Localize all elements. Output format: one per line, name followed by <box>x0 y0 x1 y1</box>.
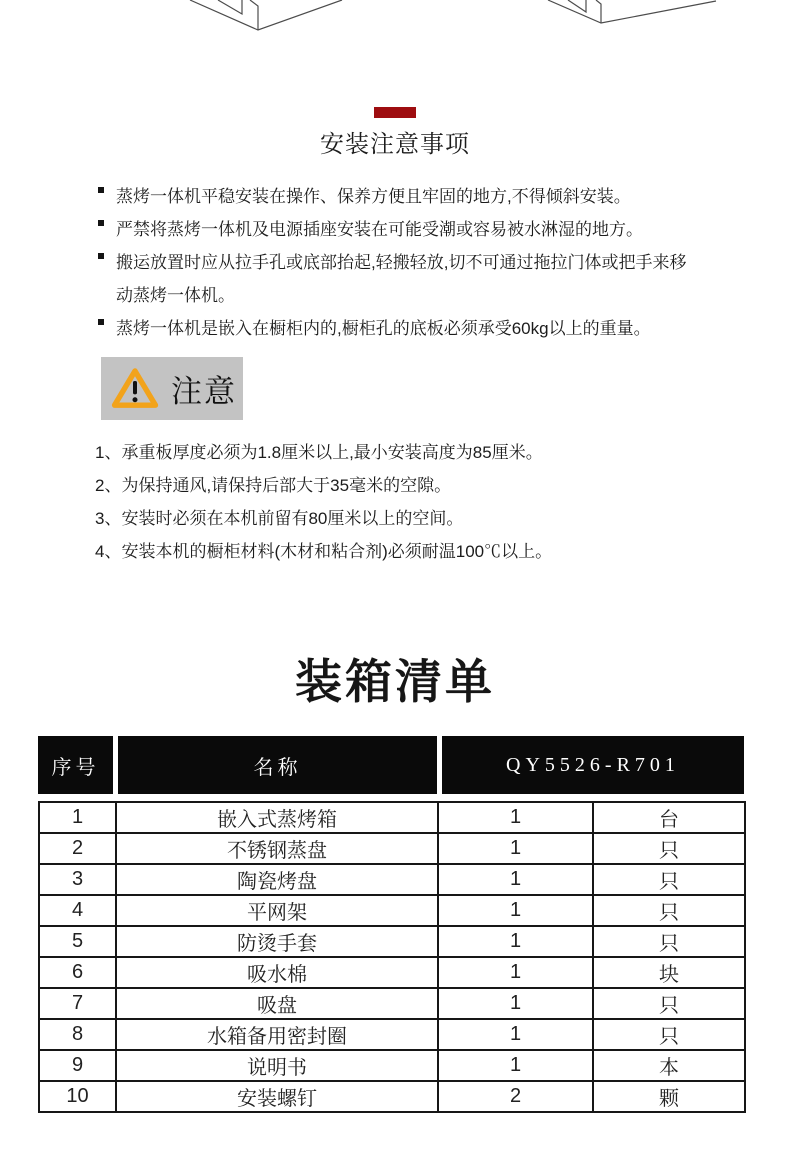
cell-no: 2 <box>39 833 116 864</box>
cell-no: 9 <box>39 1050 116 1081</box>
cell-no: 10 <box>39 1081 116 1112</box>
table-row <box>39 895 745 926</box>
warning-triangle-icon <box>110 366 160 411</box>
numbered-note: 4、安装本机的橱柜材料(木材和粘合剂)必须耐温100℃以上。 <box>95 542 553 561</box>
cell-unit: 只 <box>593 1019 745 1050</box>
cell-unit: 只 <box>593 864 745 895</box>
cell-no: 6 <box>39 957 116 988</box>
bullet-item: 蒸烤一体机平稳安装在操作、保养方便且牢固的地方,不得倾斜安装。 <box>97 180 697 213</box>
cell-unit: 块 <box>593 957 745 988</box>
cell-no: 7 <box>39 988 116 1019</box>
cell-name: 吸水棉 <box>116 957 438 988</box>
table-row <box>39 864 745 895</box>
cell-name: 防烫手套 <box>116 926 438 957</box>
red-accent-bar <box>374 107 416 118</box>
cell-no: 5 <box>39 926 116 957</box>
cell-name: 不锈钢蒸盘 <box>116 833 438 864</box>
col-header-model: QY5526-R701 <box>442 736 744 794</box>
cell-name: 吸盘 <box>116 988 438 1019</box>
cell-unit: 台 <box>593 802 745 833</box>
cell-qty: 1 <box>438 864 593 895</box>
table-row <box>39 833 745 864</box>
cell-qty: 1 <box>438 895 593 926</box>
cell-name: 安装螺钉 <box>116 1081 438 1112</box>
col-header-name: 名称 <box>118 736 437 794</box>
bullet-item: 蒸烤一体机是嵌入在橱柜内的,橱柜孔的底板必须承受60kg以上的重量。 <box>97 312 697 345</box>
numbered-note: 1、承重板厚度必须为1.8厘米以上,最小安装高度为85厘米。 <box>95 443 543 462</box>
cell-unit: 只 <box>593 895 745 926</box>
cell-qty: 1 <box>438 1050 593 1081</box>
numbered-note: 3、安装时必须在本机前留有80厘米以上的空间。 <box>95 509 464 528</box>
cell-qty: 1 <box>438 926 593 957</box>
packing-list-title: 装箱清单 <box>295 655 495 708</box>
cell-name: 陶瓷烤盘 <box>116 864 438 895</box>
numbered-note: 2、为保持通风,请保持后部大于35毫米的空隙。 <box>95 476 452 495</box>
cell-no: 1 <box>39 802 116 833</box>
cell-name: 水箱备用密封圈 <box>116 1019 438 1050</box>
bullet-item: 搬运放置时应从拉手孔或底部抬起,轻搬轻放,切不可通过拖拉门体或把手来移动蒸烤一体机。 <box>97 246 697 312</box>
table-row <box>39 926 745 957</box>
cell-qty: 1 <box>438 833 593 864</box>
table-row <box>39 1050 745 1081</box>
cell-qty: 1 <box>438 1019 593 1050</box>
cell-name: 嵌入式蒸烤箱 <box>116 802 438 833</box>
table-row <box>39 1019 745 1050</box>
install-notes-title: 安装注意事项 <box>320 131 470 158</box>
cell-unit: 只 <box>593 926 745 957</box>
cell-qty: 2 <box>438 1081 593 1112</box>
cell-unit: 只 <box>593 988 745 1019</box>
cell-no: 4 <box>39 895 116 926</box>
cell-no: 8 <box>39 1019 116 1050</box>
cell-unit: 只 <box>593 833 745 864</box>
isometric-box-fragment-right <box>548 0 716 23</box>
cell-unit: 本 <box>593 1050 745 1081</box>
install-bullet-list <box>97 180 697 345</box>
packing-table-header <box>38 736 744 794</box>
cell-name: 平网架 <box>116 895 438 926</box>
isometric-box-fragment-left <box>190 0 342 30</box>
caution-box <box>101 357 243 420</box>
cell-qty: 1 <box>438 988 593 1019</box>
cell-unit: 颗 <box>593 1081 745 1112</box>
table-row <box>39 988 745 1019</box>
numbered-notes <box>95 436 790 568</box>
table-row <box>39 802 745 833</box>
cell-qty: 1 <box>438 802 593 833</box>
col-header-index: 序号 <box>38 736 113 794</box>
table-row <box>39 1081 745 1112</box>
bullet-item: 严禁将蒸烤一体机及电源插座安装在可能受潮或容易被水淋湿的地方。 <box>97 213 697 246</box>
cell-qty: 1 <box>438 957 593 988</box>
caution-label: 注意 <box>171 374 237 409</box>
cell-no: 3 <box>39 864 116 895</box>
isometric-wireframe-decor <box>0 0 790 36</box>
table-row <box>39 957 745 988</box>
packing-table-body <box>38 801 746 1113</box>
cell-name: 说明书 <box>116 1050 438 1081</box>
packing-table <box>38 736 744 1113</box>
